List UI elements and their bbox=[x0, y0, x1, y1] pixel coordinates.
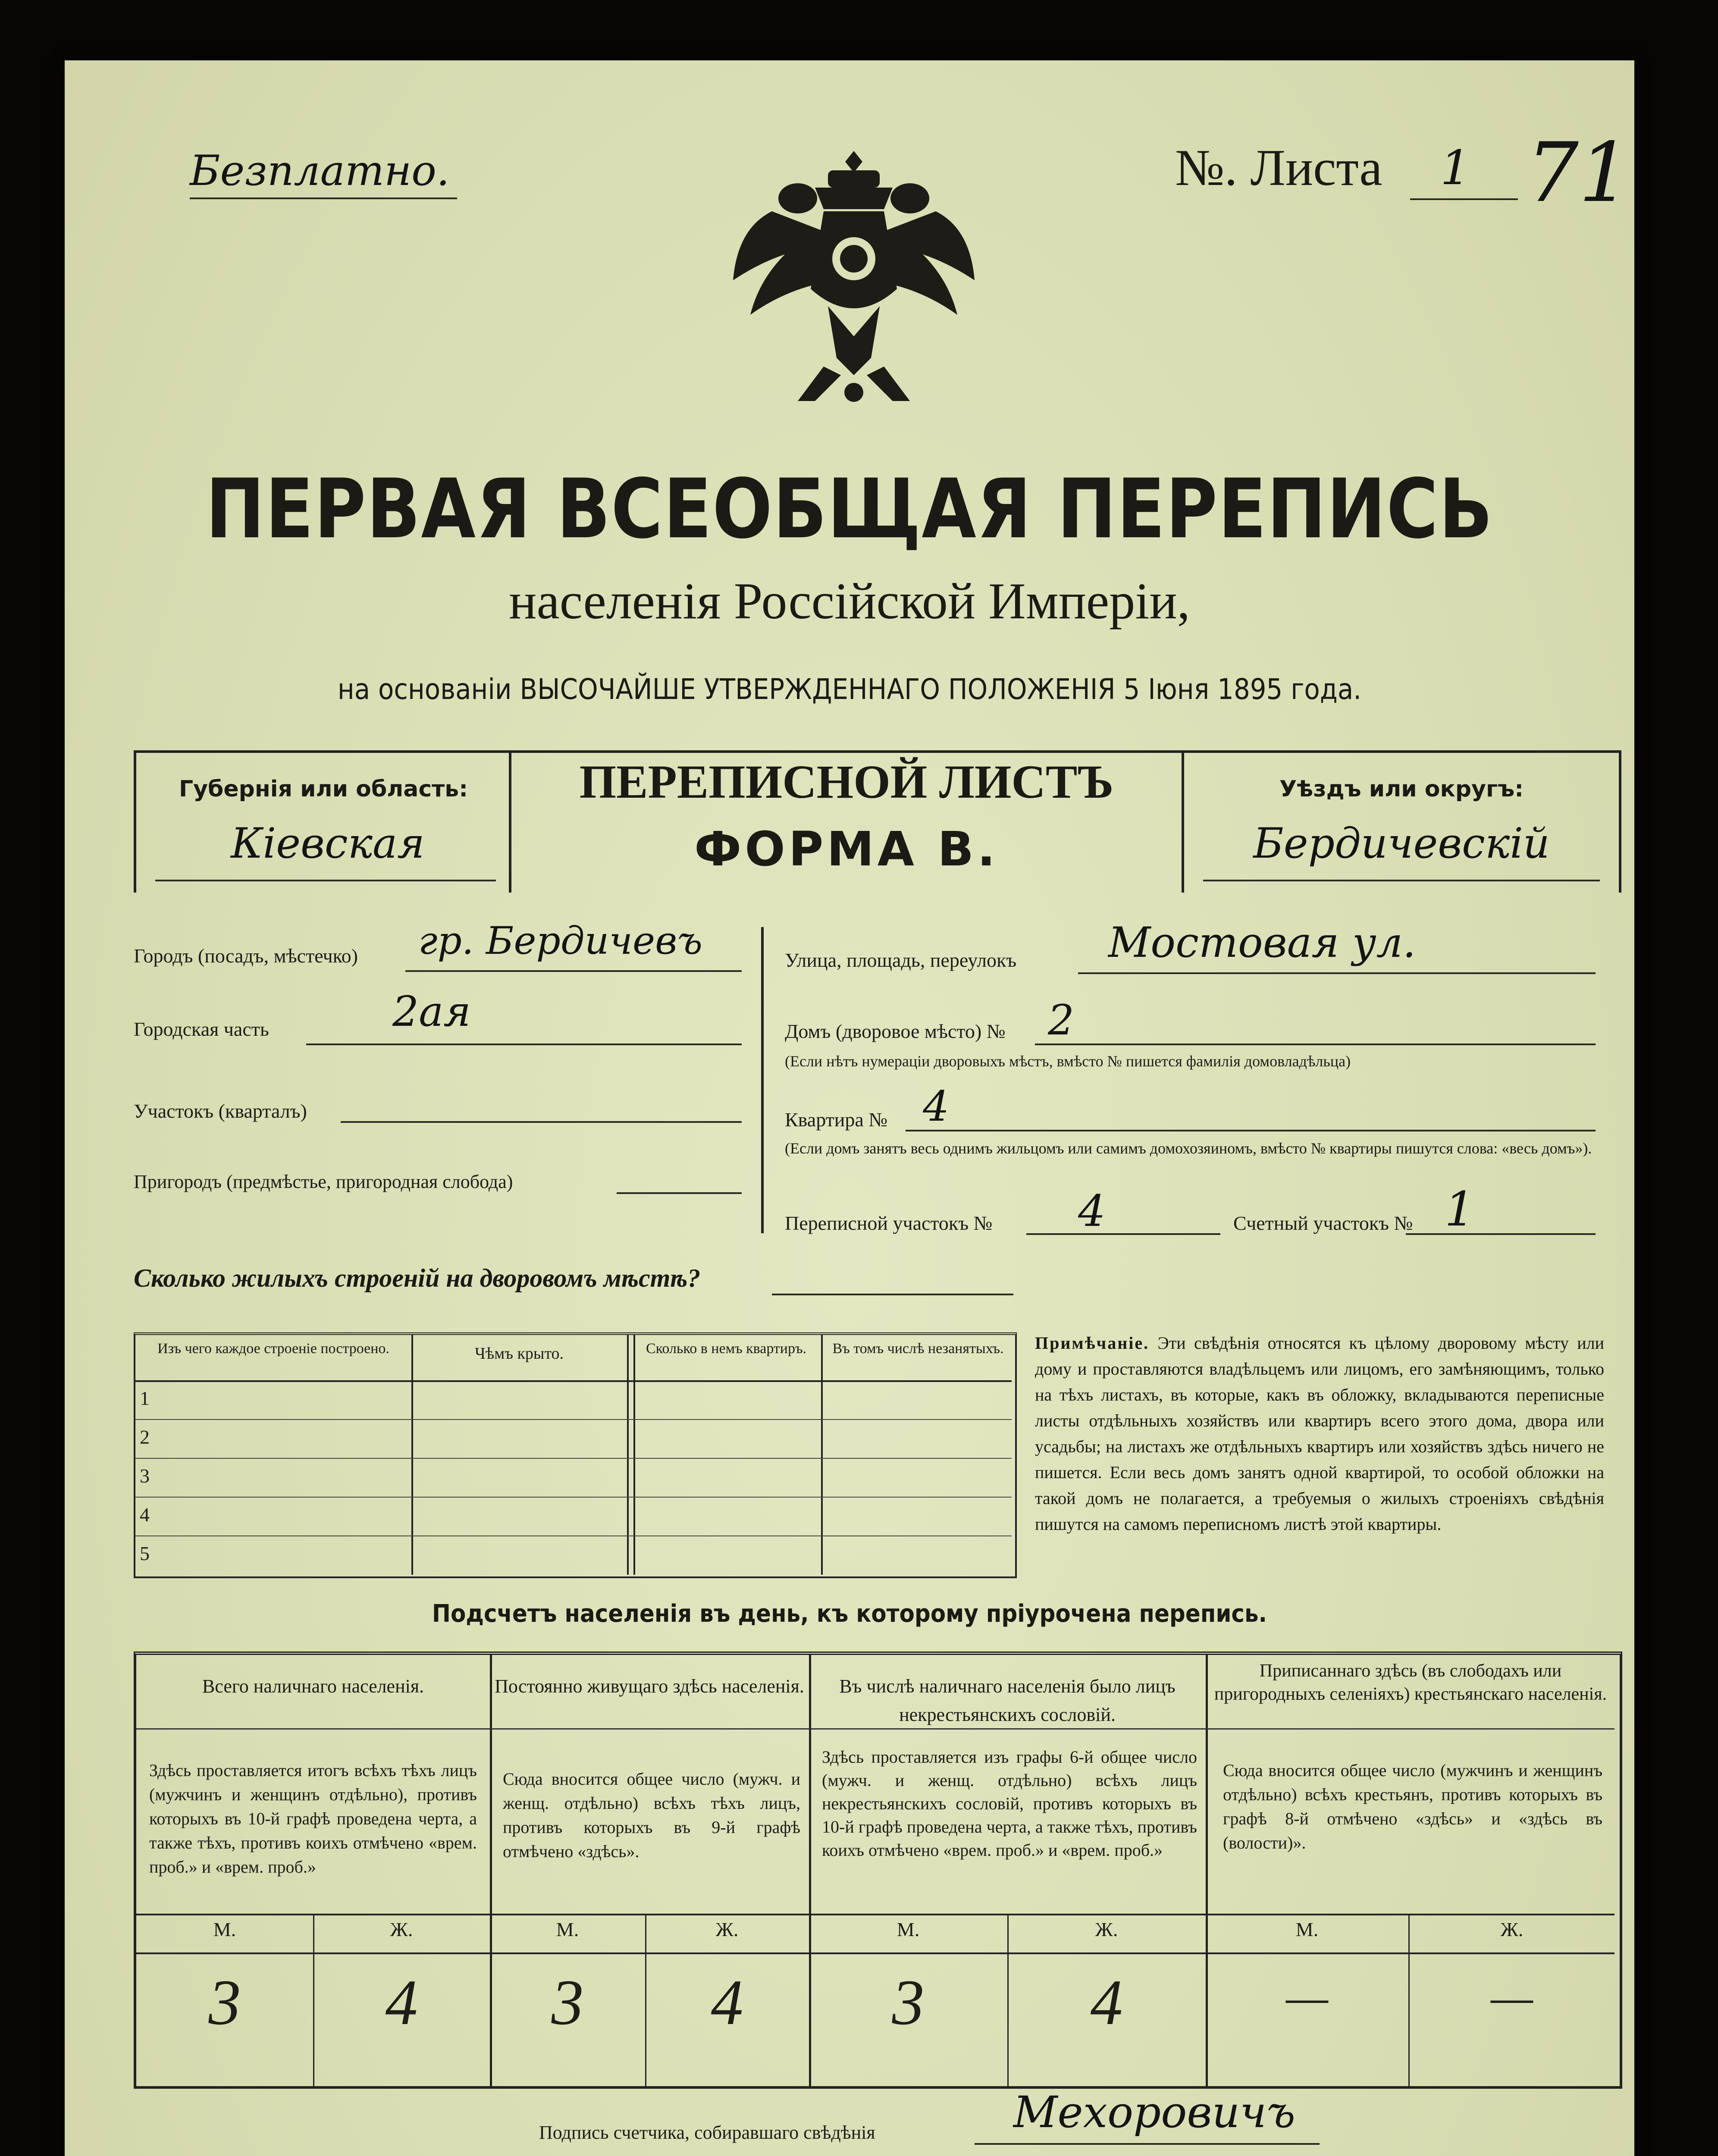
street-label: Улица, площадь, переулокъ bbox=[785, 949, 1017, 971]
buildings-row-rule-2 bbox=[135, 1458, 1012, 1459]
house-label: Домъ (дворовое мѣсто) № bbox=[785, 1020, 1006, 1042]
city-part-label: Городская часть bbox=[134, 1018, 269, 1040]
suburb-underline bbox=[617, 1192, 742, 1194]
count-col2-f-value: 4 bbox=[711, 1967, 743, 2038]
count-col1-f-label: Ж. bbox=[390, 1918, 413, 1940]
buildings-row-4: 4 bbox=[140, 1504, 150, 1526]
buildings-row-5: 5 bbox=[140, 1542, 150, 1564]
buildings-header-rule bbox=[135, 1380, 1012, 1382]
note-block bbox=[1035, 1330, 1604, 1537]
province-label: Губернія или область: bbox=[179, 776, 468, 802]
count-col1-f-value: 4 bbox=[385, 1967, 418, 2038]
count-title: Подсчетъ населенія въ день, къ которому пріурочена перепись. bbox=[432, 1600, 1267, 1628]
subtitle: населенія Россійской Имперіи, bbox=[509, 572, 1190, 630]
district-value: Бердичевскій bbox=[1253, 819, 1550, 868]
count-col4-m-value: — bbox=[1286, 1971, 1328, 2023]
form-top-rule bbox=[134, 750, 1621, 753]
free-underline bbox=[190, 197, 457, 199]
area-underline bbox=[341, 1121, 742, 1123]
city-label: Городъ (посадъ, мѣстечко) bbox=[134, 945, 358, 967]
count-vline-4a bbox=[1408, 1914, 1410, 2086]
count-col4-header: Приписаннаго здѣсь (въ слободахъ или пригородныхъ селеніяхъ) крестьянскаго населенія. bbox=[1214, 1661, 1607, 1704]
count-col1-m-label: М. bbox=[213, 1918, 236, 1940]
main-title: ПЕРВАЯ ВСЕОБЩАЯ ПЕРЕПИСЬ bbox=[205, 461, 1494, 557]
signature-label: Подпись счетчика, собиравшаго свѣдѣнія bbox=[539, 2122, 875, 2143]
apartment-value: 4 bbox=[923, 1082, 950, 1131]
count-col3-m-value: 3 bbox=[892, 1967, 925, 2038]
count-col3-m-label: М. bbox=[897, 1918, 920, 1940]
census-district-label: Переписной участокъ № bbox=[785, 1212, 993, 1234]
sheet-no-label: №. Листа bbox=[1175, 139, 1383, 196]
province-value: Кіевская bbox=[231, 819, 425, 868]
count-col4-desc: Сюда вносится общее число (мужчинъ и женщинъ отдѣльно) всѣхъ крестьянъ, противъ которыхъ въ графѣ 8-й отмѣчено «здѣсь» и «здѣсь въ (волости)». bbox=[1223, 1761, 1602, 1852]
count-col2-desc: Сюда вносится общее число (мужч. и женщ. отдѣльно) всѣхъ тѣхъ лицъ, противъ которыхъ въ 9-й графѣ отмѣчено «здѣсь». bbox=[503, 1769, 800, 1861]
count-col3-f-value: 4 bbox=[1090, 1967, 1123, 2038]
note-text: Эти свѣдѣнія относятся къ цѣлому дворовому мѣсту или дому и проставляются владѣльцемъ или лицомъ, его замѣняющимъ, только на тѣхъ листахъ, въ которые, какъ въ обложку, вкладываются переписные листы отдѣльныхъ хозяйствъ или квартиръ всего этого дома, двора или усадьбы; на листахъ же отдѣльныхъ квартиръ или хозяйствъ здѣсь ничего не пишется. Если весь домъ занятъ одной квартирой, то особой обложки на такой домъ не полагается, а требуемыя о жилыхъ строеніяхъ свѣдѣнія пишутся на самомъ переписномъ листѣ этой квартиры. bbox=[1035, 1333, 1604, 1534]
buildings-question: Сколько жилыхъ строеній на дворовомъ мѣстѣ? bbox=[134, 1264, 701, 1292]
buildings-row-rule-1 bbox=[135, 1419, 1012, 1420]
count-col4-m-label: М. bbox=[1295, 1918, 1319, 1940]
count-vline-3 bbox=[1206, 1655, 1208, 2086]
buildings-header-material: Изъ чего каждое строеніе построено. bbox=[157, 1341, 389, 1357]
buildings-header-apartments: Сколько в немъ квартиръ. bbox=[646, 1341, 807, 1357]
buildings-header-roof: Чѣмъ крыто. bbox=[474, 1344, 564, 1363]
suburb-label: Пригородъ (предмѣстье, пригородная слобода) bbox=[134, 1171, 513, 1192]
sheet-no-value: 1 bbox=[1440, 140, 1470, 195]
form-title: ПЕРЕПИСНОЙ ЛИСТЪ bbox=[579, 755, 1114, 808]
signature-underline bbox=[975, 2143, 1320, 2145]
count-table bbox=[134, 1651, 1622, 2089]
area-label: Участокъ (кварталъ) bbox=[134, 1100, 307, 1122]
note-label: Примѣчаніе. bbox=[1035, 1333, 1150, 1353]
count-col3-header: Въ числѣ наличнаго населенія было лицъ некрестьянскихъ сословій. bbox=[839, 1676, 1176, 1725]
census-district-underline bbox=[1026, 1233, 1220, 1235]
count-col2-f-label: Ж. bbox=[715, 1918, 739, 1940]
address-divider bbox=[761, 927, 764, 1233]
count-col2-header: Постоянно живущаго здѣсь населенія. bbox=[495, 1676, 804, 1697]
buildings-row-2: 2 bbox=[140, 1426, 150, 1448]
archive-number: 71 bbox=[1527, 125, 1631, 220]
district-label: Уѣздъ или округъ: bbox=[1279, 776, 1524, 802]
count-col4-f-value: — bbox=[1491, 1971, 1533, 2023]
apartment-label: Квартира № bbox=[785, 1109, 888, 1131]
buildings-vline-1 bbox=[411, 1335, 413, 1575]
street-value: Мостовая ул. bbox=[1108, 918, 1416, 967]
signature-value: Мехоровичъ bbox=[1013, 2087, 1295, 2137]
district-underline bbox=[1203, 880, 1600, 881]
buildings-header-vacant: Въ томъ числѣ незанятыхъ. bbox=[832, 1341, 1004, 1357]
count-vline-2a bbox=[645, 1914, 646, 2086]
count-col4-f-label: Ж. bbox=[1500, 1918, 1524, 1940]
count-district-underline bbox=[1406, 1233, 1596, 1235]
apartment-underline bbox=[906, 1130, 1596, 1131]
count-col2-m-label: М. bbox=[556, 1918, 579, 1940]
house-value: 2 bbox=[1048, 996, 1075, 1044]
count-mf-rule bbox=[136, 1952, 1615, 1954]
province-underline bbox=[155, 880, 496, 881]
count-col3-desc: Здѣсь проставляется изъ графы 6-й общее число (мужч. и женщ. отдѣльно) всѣхъ лицъ некрестьянскихъ сословій, противъ которыхъ въ 10-й графѣ проведена черта, а также тѣхъ, противъ коихъ отмѣчено «врем. проб.» и «врем. проб.» bbox=[822, 1747, 1197, 1860]
house-underline bbox=[1035, 1044, 1596, 1045]
count-vline-2 bbox=[809, 1655, 811, 2086]
count-vline-1a bbox=[313, 1914, 314, 2086]
count-header-rule bbox=[136, 1728, 1615, 1730]
city-underline bbox=[405, 970, 742, 972]
count-district-label: Счетный участокъ № bbox=[1233, 1212, 1413, 1234]
census-district-value: 4 bbox=[1078, 1186, 1106, 1236]
city-value: гр. Бердичевъ bbox=[418, 918, 702, 963]
buildings-row-3: 3 bbox=[140, 1465, 150, 1487]
buildings-row-1: 1 bbox=[140, 1387, 150, 1409]
sheet-no-underline bbox=[1410, 198, 1518, 200]
buildings-table bbox=[134, 1332, 1017, 1578]
buildings-vline-3 bbox=[633, 1335, 635, 1575]
buildings-vline-4 bbox=[821, 1335, 823, 1575]
buildings-question-underline bbox=[772, 1294, 1013, 1295]
count-col3-f-label: Ж. bbox=[1095, 1918, 1118, 1940]
count-col1-m-value: 3 bbox=[208, 1967, 241, 2038]
form-name: ФОРМА В. bbox=[694, 821, 999, 877]
basis-line: на основаніи ВЫСОЧАЙШЕ УТВЕРЖДЕННАГО ПОЛОЖЕНІЯ 5 Іюня 1895 года. bbox=[337, 673, 1362, 706]
coat-of-arms-icon bbox=[724, 134, 983, 414]
count-district-value: 1 bbox=[1445, 1181, 1475, 1237]
census-sheet bbox=[65, 60, 1634, 2156]
count-col2-m-value: 3 bbox=[551, 1967, 584, 2038]
city-part-underline bbox=[306, 1044, 742, 1045]
street-underline bbox=[1078, 972, 1596, 974]
count-desc-rule bbox=[136, 1914, 1615, 1915]
count-vline-1 bbox=[490, 1655, 492, 2086]
count-col1-header: Всего наличнаго населенія. bbox=[202, 1676, 424, 1697]
house-note: (Если нѣтъ нумераціи дворовыхъ мѣстъ, вмѣсто № пишется фамилія домовладѣльца) bbox=[785, 1053, 1351, 1070]
apartment-note: (Если домъ занятъ весь однимъ жильцомъ или самимъ домохозяиномъ, вмѣсто № квартиры пишутся слова: «весь домъ»). bbox=[785, 1140, 1592, 1157]
free-label: Безплатно. bbox=[190, 147, 450, 195]
count-vline-3a bbox=[1007, 1914, 1009, 2086]
form-left-edge bbox=[134, 750, 136, 893]
count-col1-desc: Здѣсь проставляется итогъ всѣхъ тѣхъ лицъ (мужчинъ и женщинъ отдѣльно), противъ которыхъ въ 10-й графѣ проведена черта, а также тѣхъ, противъ коихъ отмѣчено «врем. проб.» и «врем. проб.» bbox=[149, 1761, 477, 1877]
form-right-edge bbox=[1619, 750, 1621, 893]
buildings-vline-2 bbox=[627, 1335, 629, 1575]
form-right-divider bbox=[1182, 750, 1184, 893]
buildings-row-rule-3 bbox=[135, 1497, 1012, 1498]
city-part-value: 2ая bbox=[392, 987, 471, 1036]
